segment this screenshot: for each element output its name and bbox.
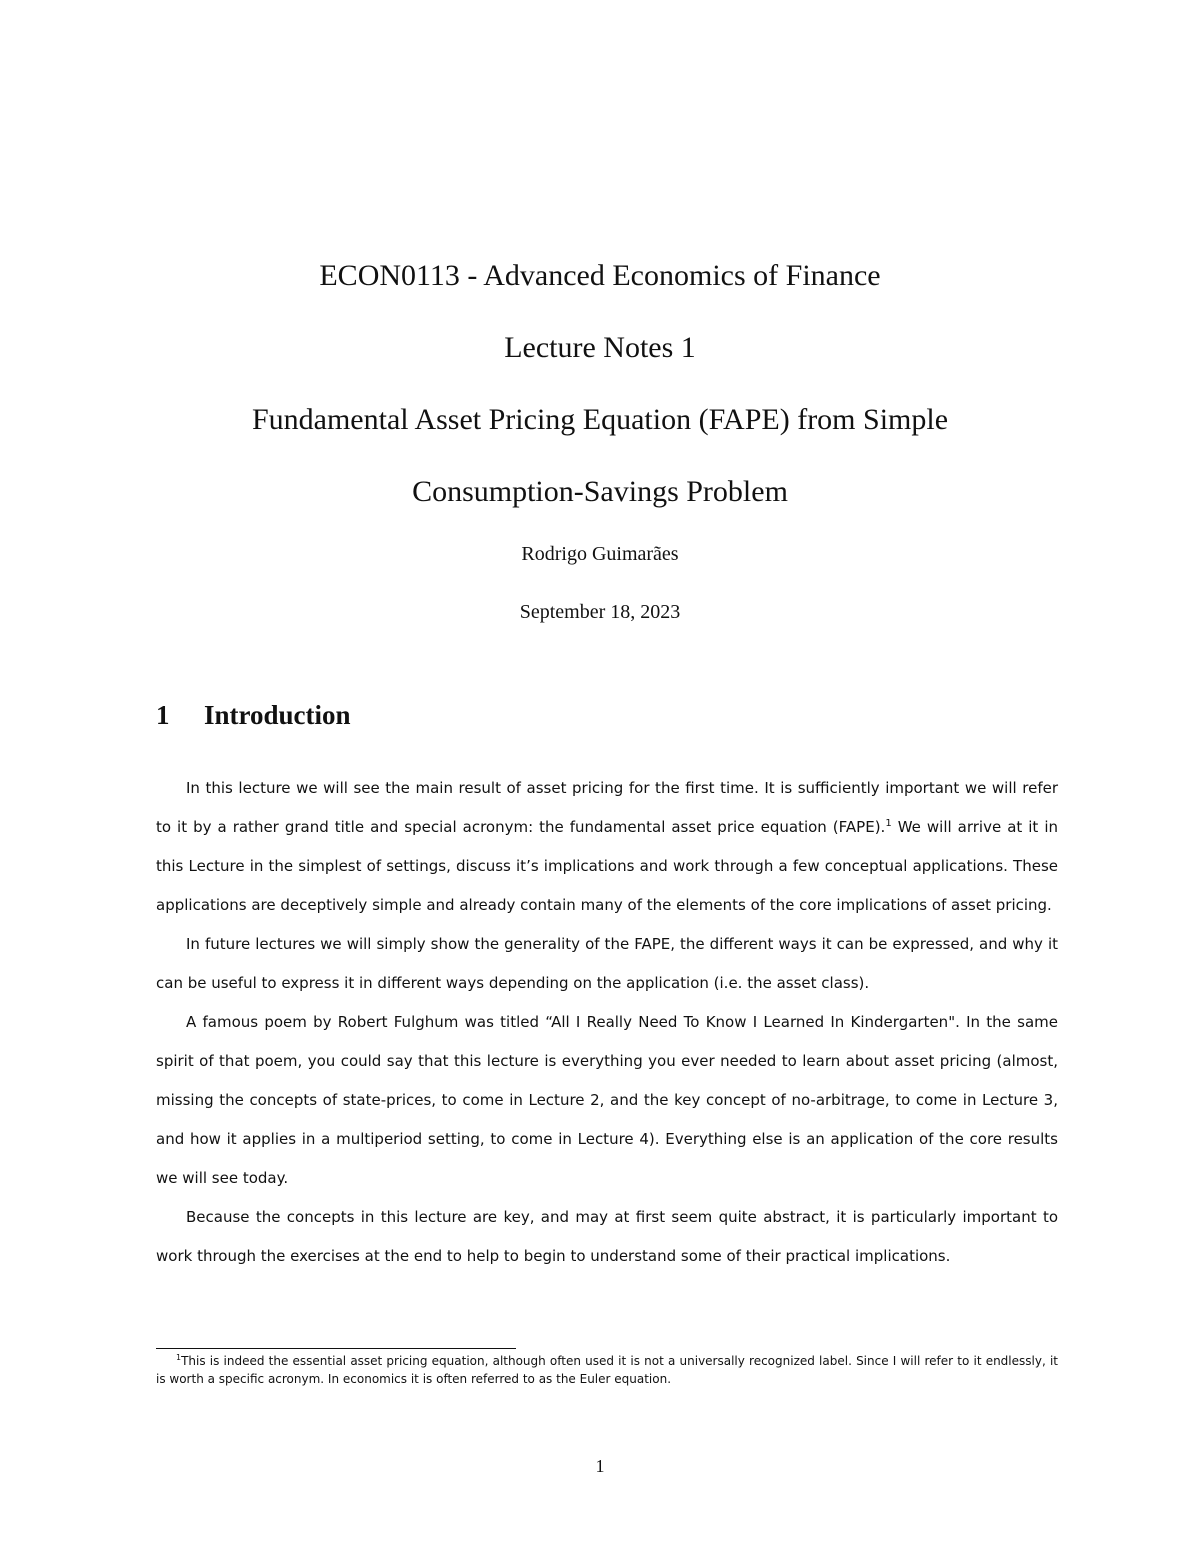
paragraph-1-part-2: We will arrive at it in this Lecture in the simplest of settings, discuss it’s implications and work through a few conceptual applications. These applications are deceptively simple and already contain many of the elements of the core implications of asset pricing. [156,818,1058,914]
paragraph-4: Because the concepts in this lecture are key, and may at first seem quite abstract, it is particularly important to work through the exercises at the end to help to begin to understand some of their practical implications. [156,1208,1058,1265]
footnote-text: This is indeed the essential asset pricing equation, although often used it is not a universally recognized label. Since I will refer to it endlessly, it is worth a specific acronym. In economics it is often referred to as the Euler equation. [156,1354,1058,1386]
section-heading [156,700,351,731]
paragraph-3: A famous poem by Robert Fulghum was titled “All I Really Need To Know I Learned In Kindergarten". In the same spirit of that poem, you could say that this lecture is everything you ever needed to learn about asset pricing (almost, missing the concepts of state-prices, to come in Lecture 2, and the key concept of no-arbitrage, to come in Lecture 3, and how it applies in a multiperiod setting, to come in Lecture 4). Everything else is an application of the core results we will see today. [156,1013,1058,1187]
footnote-rule [156,1348,516,1349]
footnote-reference[interactable]: 1 [885,818,892,829]
page-number: 1 [595,1456,605,1476]
section-number: 1 [156,700,170,730]
author: Rodrigo Guimarães [521,543,679,565]
date: September 18, 2023 [519,601,681,623]
footnote [156,1352,1058,1388]
paragraph-2: In future lectures we will simply show the generality of the FAPE, the different ways it can be expressed, and why it can be useful to express it in different ways depending on the application (i.e. the asset class). [156,935,1058,992]
course-title: ECON0113 - Advanced Economics of Finance [319,259,881,292]
paragraph-1 [156,769,1058,925]
footnote-mark: 1 [176,1353,182,1362]
topic-title-line-1: Fundamental Asset Pricing Equation (FAPE) from Simple [251,403,949,436]
paragraph-1-part-1: In this lecture we will see the main result of asset pricing for the first time. It is sufficiently important we will refer to it by a rather grand title and special acronym: the fundamental asset price equation (FAPE). [156,779,1058,836]
topic-title-line-2: Consumption-Savings Problem [412,475,788,508]
lecture-label: Lecture Notes 1 [504,331,696,364]
title-block [0,240,1200,528]
section-title: Introduction [204,700,351,730]
body-text [156,769,1058,1276]
